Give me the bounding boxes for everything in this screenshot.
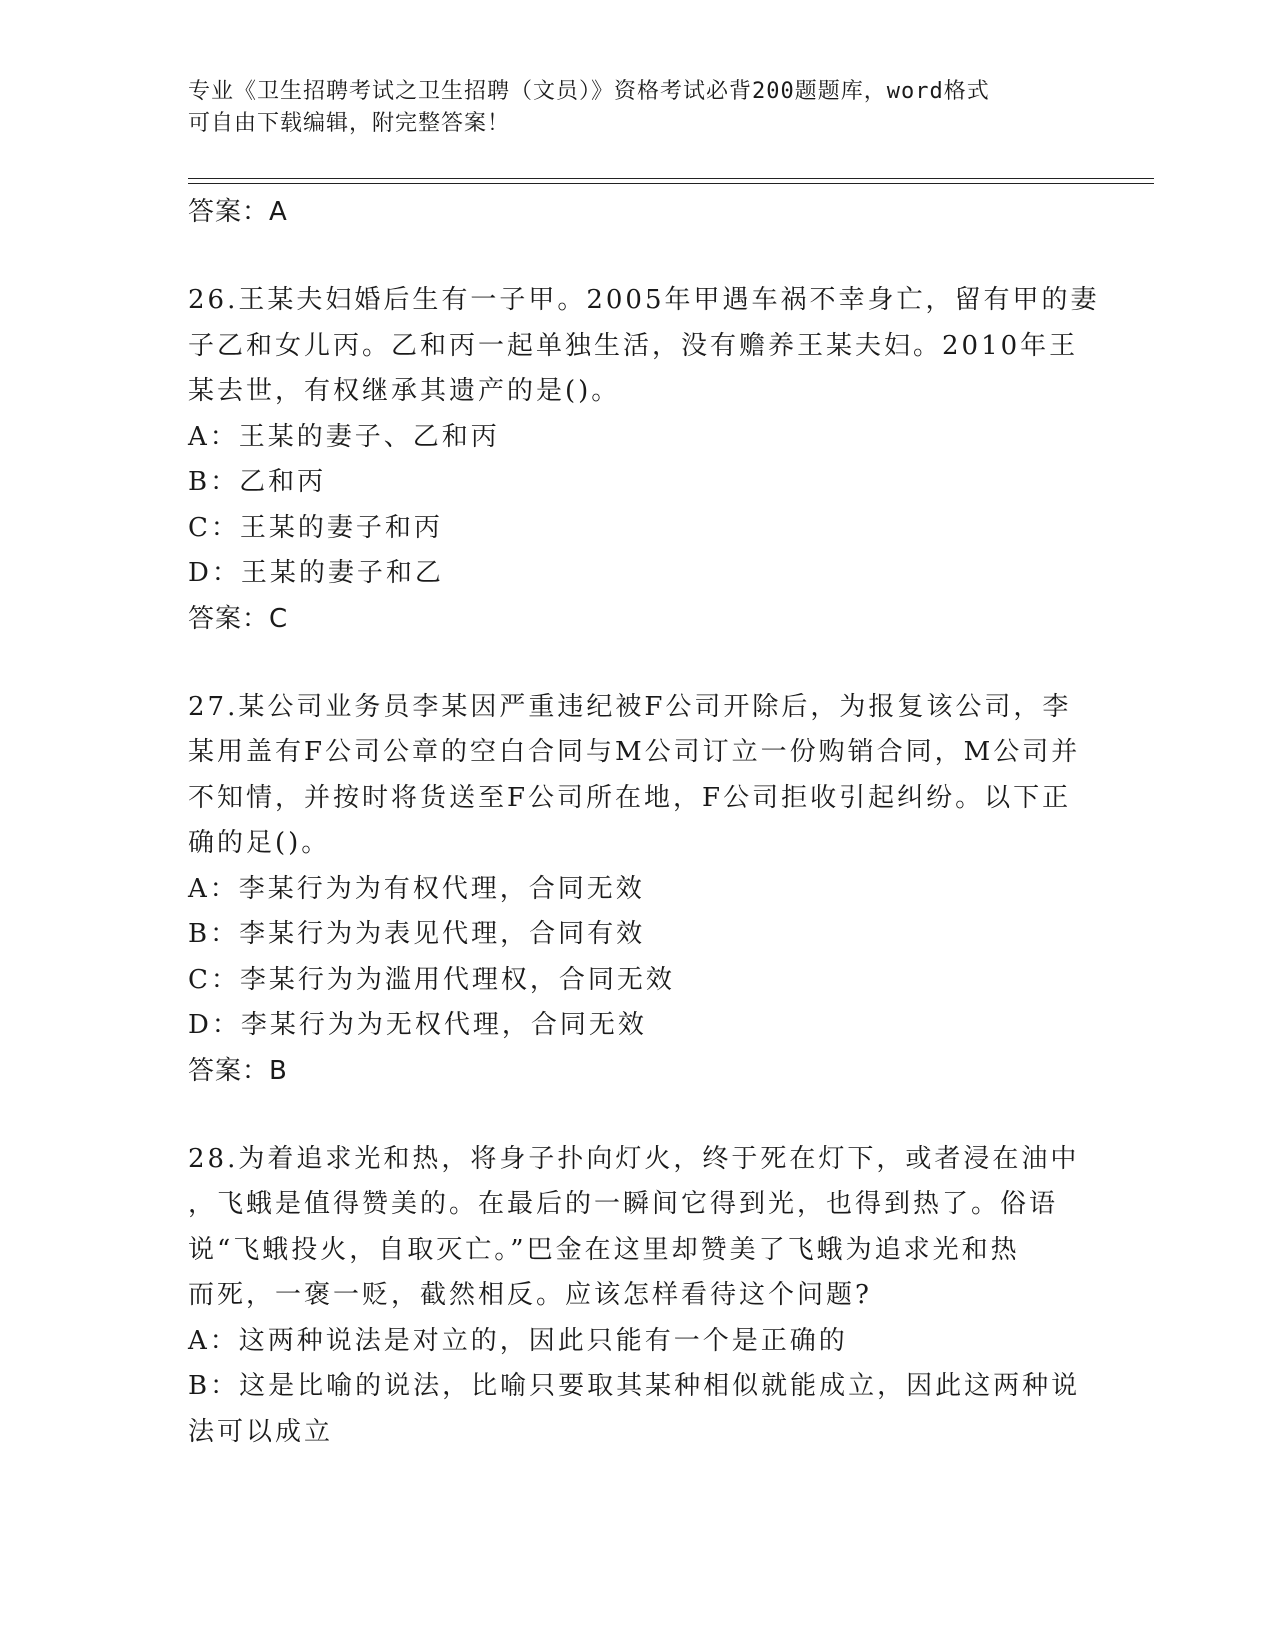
question-text-line: 28.为着追求光和热，将身子扑向灯火，终于死在灯下，或者浸在油中 [188,1143,1080,1174]
header-line-1: 专业《卫生招聘考试之卫生招聘（文员）》资格考试必背200题题库，word格式 [188,79,990,104]
question-text-line: 而死，一褒一贬，截然相反。应该怎样看待这个问题? [188,1280,872,1310]
answer-line: 答案：A [188,197,288,227]
question-block [188,685,1088,1093]
spacer [188,641,1088,685]
option-d: D：李某行为为无权代理，合同无效 [188,1010,647,1040]
option-c: C：李某行为为滥用代理权，合同无效 [188,964,675,995]
answer-line: 答案：B [188,1055,288,1086]
answer-line: 答案：C [188,603,289,634]
option-b: B：这是比喻的说法，比喻只要取其某种相似就能成立，因此这两种说 [188,1371,1081,1401]
question-text-line: 26.王某夫妇婚后生有一子甲。2005年甲遇车祸不幸身亡，留有甲的妻 [188,285,1100,315]
option-a: A：这两种说法是对立的，因此只能有一个是正确的 [188,1325,848,1356]
option-b: B：乙和丙 [188,467,327,497]
spacer [188,1093,1088,1137]
question-text-line: 某用盖有F公司公章的空白合同与M公司订立一份购销合同，M公司并 [188,737,1081,767]
option-c: C：王某的妻子和丙 [188,512,443,543]
header-divider-bottom [188,183,1154,184]
question-text-line: 说“飞蛾投火，自取灭亡。”巴金在这里却赞美了飞蛾为追求光和热 [188,1234,1020,1265]
page-header [188,76,1068,140]
header-divider-top [188,178,1154,179]
question-text-line: ，飞蛾是值得赞美的。在最后的一瞬间它得到光，也得到热了。俗语 [188,1189,1059,1219]
spacer [188,234,1088,278]
question-text-line: 子乙和女儿丙。乙和丙一起单独生活，没有赡养王某夫妇。2010年王 [188,330,1079,361]
option-a: A：李某行为为有权代理，合同无效 [188,873,645,904]
question-text-line: 27.某公司业务员李某因严重违纪被F公司开除后，为报复该公司，李 [188,691,1072,722]
option-d: D：王某的妻子和乙 [188,558,444,588]
header-line-2: 可自由下载编辑，附完整答案！ [188,111,511,136]
question-block [188,278,1100,641]
question-block [188,1137,1088,1456]
document-body [188,190,1100,1455]
option-a: A：王某的妻子、乙和丙 [188,421,500,452]
option-b: B：李某行为为表见代理，合同有效 [188,919,646,949]
question-text-line: 确的足()。 [188,828,331,858]
question-text-line: 某去世，有权继承其遗产的是()。 [188,376,621,406]
option-b-continued: 法可以成立 [188,1416,334,1447]
question-text-line: 不知情，并按时将货送至F公司所在地，F公司拒收引起纠纷。以下正 [188,782,1072,813]
